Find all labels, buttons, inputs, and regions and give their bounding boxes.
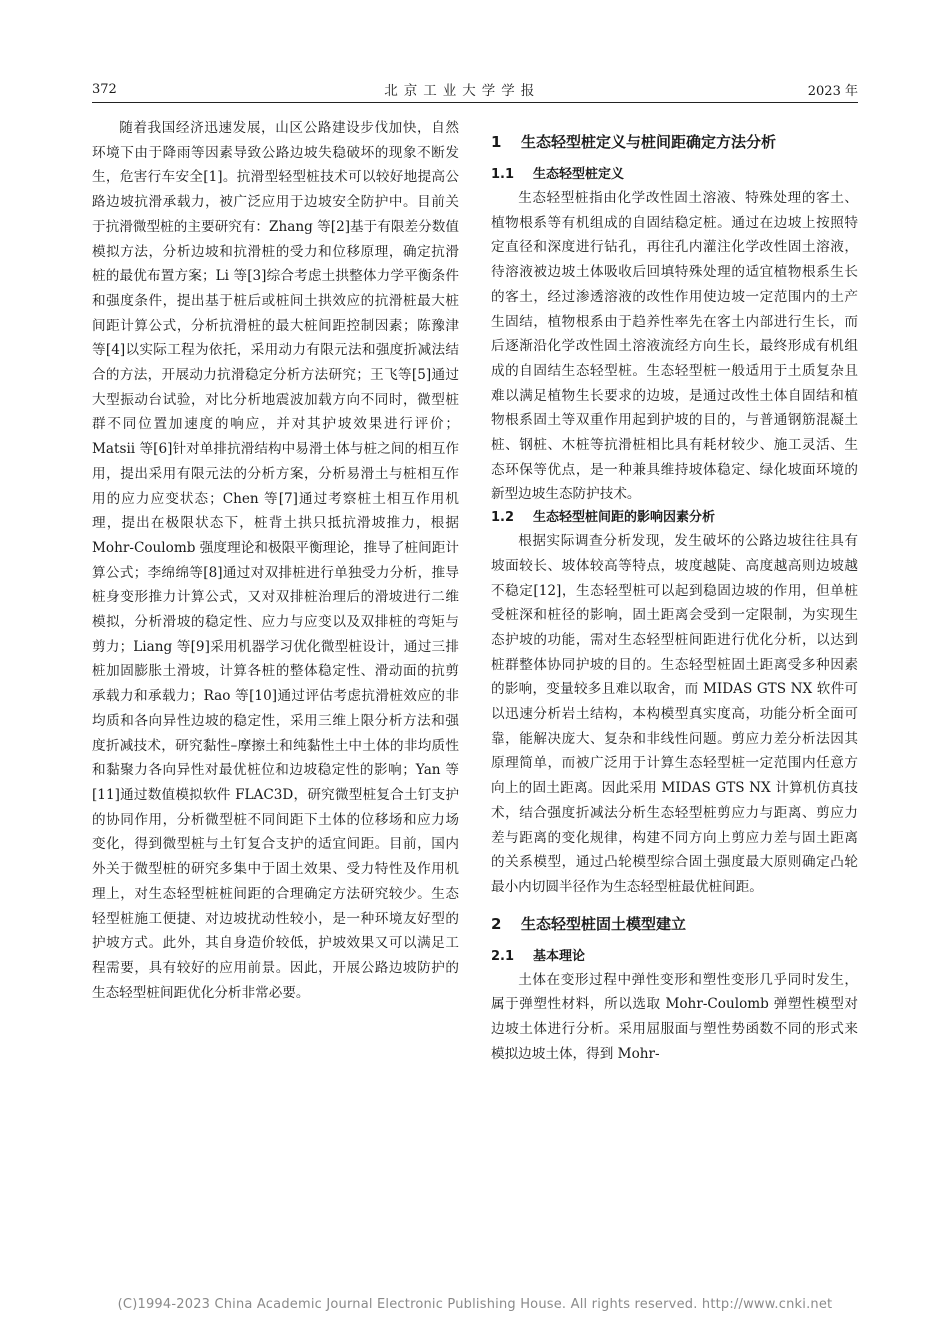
subsection-title: 基本理论 — [533, 948, 586, 964]
journal-title: 北京工业大学学报 — [384, 83, 541, 99]
paragraph-1-1: 生态轻型桩指由化学改性固土溶液、特殊处理的客土、植物根系等有机组成的自固结稳定桩。通过在边坡上按照特定直径和深度进行钻孔，再往孔内灌注化学改性固土溶液，待溶液被边坡土体吸收后回填特殊处理的适宜植物根系生长的客土，经过渗透溶液的改性作用使边坡一定范围内的土产生固结，植物根系由于趋养性率先在客土内部进行生长，而后逐渐沿化学改性固土溶液流经方向生长，最终形成有机组成的自固结生态轻型桩。生态轻型桩一般适用于土质复杂且难以满足植物生长要求的边坡，是通过改性土体自固结和植物根系固土等双重作用起到护坡的目的，与普通钢筋混凝土桩、钢桩、木桩等抗滑桩相比具有耗材较少、施工灵活、生态环保等优点，是一种兼具维持坡体稳定、绿化坡面环境的新型边坡生态防护技术。 — [491, 190, 858, 503]
subsection-title: 生态轻型桩定义 — [533, 167, 625, 182]
paragraph-2-1: 土体在变形过程中弹性变形和塑性变形几乎同时发生，属于弹塑性材料，所以选取 Mohr-Coulomb 弹塑性模型对边坡土体进行分析。采用屈服面与塑性势函数不同的形式来模拟边坡土体，得到 Mohr- — [491, 971, 858, 1062]
subsection-heading-1-1 — [491, 164, 858, 186]
subsection-number: 1.2 — [491, 510, 515, 526]
introduction-paragraph: 随着我国经济迅速发展，山区公路建设步伐加快，自然环境下由于降雨等因素导致公路边坡失稳破坏的现象不断发生，危害行车安全[1]。抗滑型轻型桩技术可以较好地提高公路边坡抗滑承载力，被广泛应用于边坡安全防护中。目前关于抗滑微型桩的主要研究有：Zhang 等[2]基于有限差分数值模拟方法，分析边坡和抗滑桩的受力和位移原理，确定抗滑桩的最优布置方案；Li 等[3]综合考虑土拱整体力学平衡条件和强度条件，提出基于桩后或桩间土拱效应的抗滑桩最大桩间距计算公式，分析抗滑桩的最大桩间距控制因素；陈豫津等[4]以实际工程为依托，采用动力有限元法和强度折减法结合的方法，开展动力抗滑稳定分析方法研究；王飞等[5]通过大型振动台试验，对比分析地震波加载方向不同时，微型桩群不同位置加速度的响应，并对其护坡效果进行评价；Matsii 等[6]针对单排抗滑结构中易滑土体与桩之间的相互作用，提出采用有限元法的分析方案，分析易滑土与桩相互作用的应力应变状态；Chen 等[7]通过考察桩土相互作用机理，提出在极限状态下，桩背土拱只抵抗滑坡推力，根据 Mohr-Coulomb 强度理论和极限平衡理论，推导了桩间距计算公式；李绵绵等[8]通过对双排桩进行单独受力分析，推导桩身变形推力计算公式，又对双排桩治理后的滑坡进行二维模拟，分析滑坡的稳定性、应力与应变以及双排桩的弯矩与剪力；Liang 等[9]采用机器学习优化微型桩设计，通过三排桩加固膨胀土滑坡，计算各桩的整体稳定性、滑动面的抗剪承载力和承载力；Rao 等[10]通过评估考虑抗滑桩效应的非均质和各向异性边坡的稳定性，采用三维上限分析方法和强度折减技术，研究黏性–摩擦土和纯黏性土中土体的非均质性和黏聚力各向异性对最优桩位和边坡稳定性的影响；Yan 等[11]通过数值模拟软件 FLAC3D，研究微型桩复合土钉支护的协同作用，分析微型桩不同间距下土体的位移场和应力场变化，得到微型桩与土钉复合支护的适宜间距。目前，国内外关于微型桩的研究多集中于固土效果、受力特性及作用机理上，对生态轻型桩桩间距的合理确定方法研究较少。生态轻型桩施工便捷、对边坡扰动性较小，是一种环境友好型的护坡方式。此外，其自身造价较低，护坡效果又可以满足工程需要，具有较好的应用前景。因此，开展公路边坡防护的生态轻型桩间距优化分析非常必要。 — [92, 120, 459, 1001]
left-column — [92, 116, 459, 1005]
subsection-title: 生态轻型桩间距的影响因素分析 — [533, 510, 716, 526]
right-column — [491, 116, 858, 1067]
page-number: 372 — [92, 81, 117, 97]
section-number: 1 — [491, 133, 502, 151]
subsection-number: 2.1 — [491, 948, 515, 964]
section-title: 生态轻型桩定义与桩间距确定方法分析 — [521, 133, 777, 151]
publication-year: 2023 年 — [807, 83, 858, 99]
section-title: 生态轻型桩固土模型建立 — [521, 914, 687, 933]
running-header — [92, 78, 858, 100]
copyright-footer: (C)1994-2023 China Academic Journal Electronic Publishing House. All rights reserved. http://www.cnki.net — [117, 1297, 833, 1312]
header-rule — [92, 102, 858, 103]
paragraph-1-2: 根据实际调查分析发现，发生破坏的公路边坡往往具有坡面较长、坡体较高等特点，坡度越陡、高度越高则边坡越不稳定[12]，生态轻型桩可以起到稳固边坡的作用，但单桩受桩深和桩径的影响，固土距离会受到一定限制，为实现生态护坡的功能，需对生态轻型桩间距进行优化分析，以达到桩群整体协同护坡的目的。生态轻型桩固土距离受多种因素的影响，变量较多且难以取舍，而 MIDAS GTS NX 软件可以迅速分析岩土结构，本构模型真实度高，功能分析全面可靠，能解决庞大、复杂和非线性问题。剪应力差分析法因其原理简单，而被广泛用于计算生态轻型桩一定范围内任意方向上的固土距离。因此采用 MIDAS GTS NX 计算机仿真技术，结合强度折减法分析生态轻型桩剪应力与距离、剪应力差与距离的变化规律，构建不同方向上剪应力差与固土距离的关系模型，通过凸轮模型综合固土强度最大原则确定凸轮最小内切圆半径作为生态轻型桩最优桩间距。 — [491, 533, 858, 895]
subsection-heading-2-1 — [491, 946, 858, 968]
subsection-number: 1.1 — [491, 167, 515, 182]
section-heading-2 — [491, 912, 858, 936]
section-heading-1 — [491, 130, 858, 154]
subsection-heading-1-2 — [491, 507, 858, 529]
section-number: 2 — [491, 914, 502, 933]
